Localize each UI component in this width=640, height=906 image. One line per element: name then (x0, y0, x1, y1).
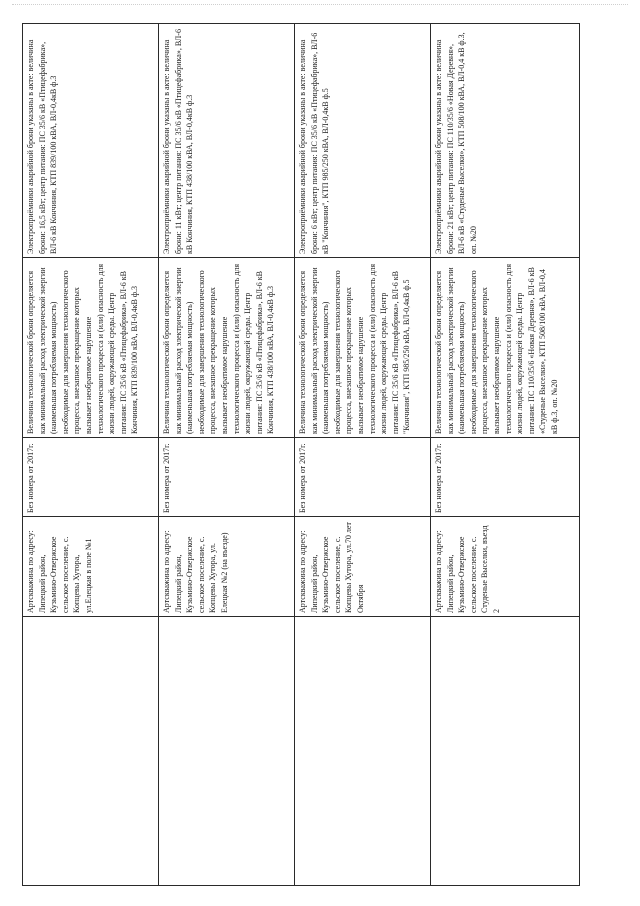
result-cell: Электроприёмники аварийной брони указаны в акте: величина брони: 11 кВт; центр питания: ПС 35/6 кВ «Птицефабрика», ВЛ-6 кВ Кончиния, КТП 438/100 кВА, ВЛ-0,4кВ ф.3 (158, 24, 294, 258)
rotated-table-container (22, 24, 580, 886)
result-cell: Электроприёмники аварийной брони указаны в акте: величина брони: 16,5 кВт; центр питания: ПС 35/6 кВ «Птицефабрика», ВЛ-6 кВ Кончиния, КТП 839/100 кВА, ВЛ-0,4кВ ф.3 (23, 24, 159, 258)
document-cell: Без номера от 2017г. (294, 438, 430, 517)
address-cell: Артскважина по адресу: Липецкий район, Кузьмино-Отвержское сельское поселение, с. Копцевы Хутора, ул.70 лет Октября (294, 517, 430, 617)
table-row (294, 24, 430, 886)
document-cell: Без номера от 2017г. (23, 438, 159, 517)
empty-cell (294, 617, 430, 886)
empty-cell (430, 617, 579, 886)
description-cell: Величина технологической брони определяется как минимальный расход электрической энергии (наименьшая потребляемая мощность) необходимые для завершения технологического процесса, внезапное прекращение которых вызывает необратимое нарушение технологического процесса и (или) опасность для жизни людей, окружающей среды. Центр питания: ПС 35/6 кВ «Птицефабрика», ВЛ-6 кВ Кончиния, КТП 839/100 кВА, ВЛ-0,4кВ ф.3 (23, 258, 159, 438)
address-cell: Артскважина по адресу: Липецкий район, Кузьмино-Отвержское сельское поселение, с. Студеные Выселки, въезд 2 (430, 517, 579, 617)
table-row (23, 24, 159, 886)
address-cell: Артскважина по адресу: Липецкий район, Кузьмино-Отвержское сельское поселение, с. Копцевы Хутора, ул.Елецкая в поле №1 (23, 517, 159, 617)
document-cell: Без номера от 2017г. (430, 438, 579, 517)
document-cell: Без номера от 2017г. (158, 438, 294, 517)
empty-cell (158, 617, 294, 886)
backup-power-table (22, 23, 580, 886)
page-top-edge (12, 4, 628, 7)
description-cell: Величина технологической брони определяется как минимальный расход электрической энергии (наименьшая потребляемая мощность) необходимые для завершения технологического процесса, внезапное прекращение которых вызывает необратимое нарушение технологического процесса и (или) опасность для жизни людей, окружающей среды. Центр питания: ПС 35/6 кВ «Птицефабрика», ВЛ-6 кВ Кончиния, КТП 438/100 кВА, ВЛ-0,4кВ ф.3 (158, 258, 294, 438)
result-cell: Электроприёмники аварийной брони указаны в акте: величина брони: 6 кВт; центр питания: ПС 35/6 кВ «Птицефабрика», ВЛ-6 кВ "Кончиния", КТП 985/250 кВА, ВЛ-0,4кВ ф.5 (294, 24, 430, 258)
description-cell: Величина технологической брони определяется как минимальный расход электрической энергии (наименьшая потребляемая мощность) необходимые для завершения технологического процесса, внезапное прекращение которых вызывает необратимое нарушение технологического процесса и (или) опасность для жизни людей, окружающей среды. Центр питания: ПС 110/35/6 «Новая Деревня», ВЛ-6 кВ «Студеные Выселки», КТП 508/100 кВА, ВЛ-0,4 кВ ф.3, оп. №20 (430, 258, 579, 438)
description-cell: Величина технологической брони определяется как минимальный расход электрической энергии (наименьшая потребляемая мощность) необходимые для завершения технологического процесса, внезапное прекращение которых вызывает необратимое нарушение технологического процесса и (или) опасность для жизни людей, окружающей среды. Центр питания: ПС 35/6 кВ «Птицефабрика», ВЛ-6 кВ "Кончиния", КТП 985/250 кВА, ВЛ-0,4кВ ф.5 (294, 258, 430, 438)
table-row (158, 24, 294, 886)
table-row (430, 24, 579, 886)
empty-cell (23, 617, 159, 886)
result-cell: Электроприёмники аварийной брони указаны в акте: величина брони: 21 кВт; центр питания: ПС 110/35/6 «Новая Деревня», ВЛ-6 кВ «Студеные Выселки», КТП 508/100 кВА, ВЛ-0,4 кВ ф.3, оп. №20 (430, 24, 579, 258)
address-cell: Артскважина по адресу: Липецкий район, Кузьмино-Отвержское сельское поселение, с. Копцевы Хутора, ул. Елецкая №2 (на въезде) (158, 517, 294, 617)
